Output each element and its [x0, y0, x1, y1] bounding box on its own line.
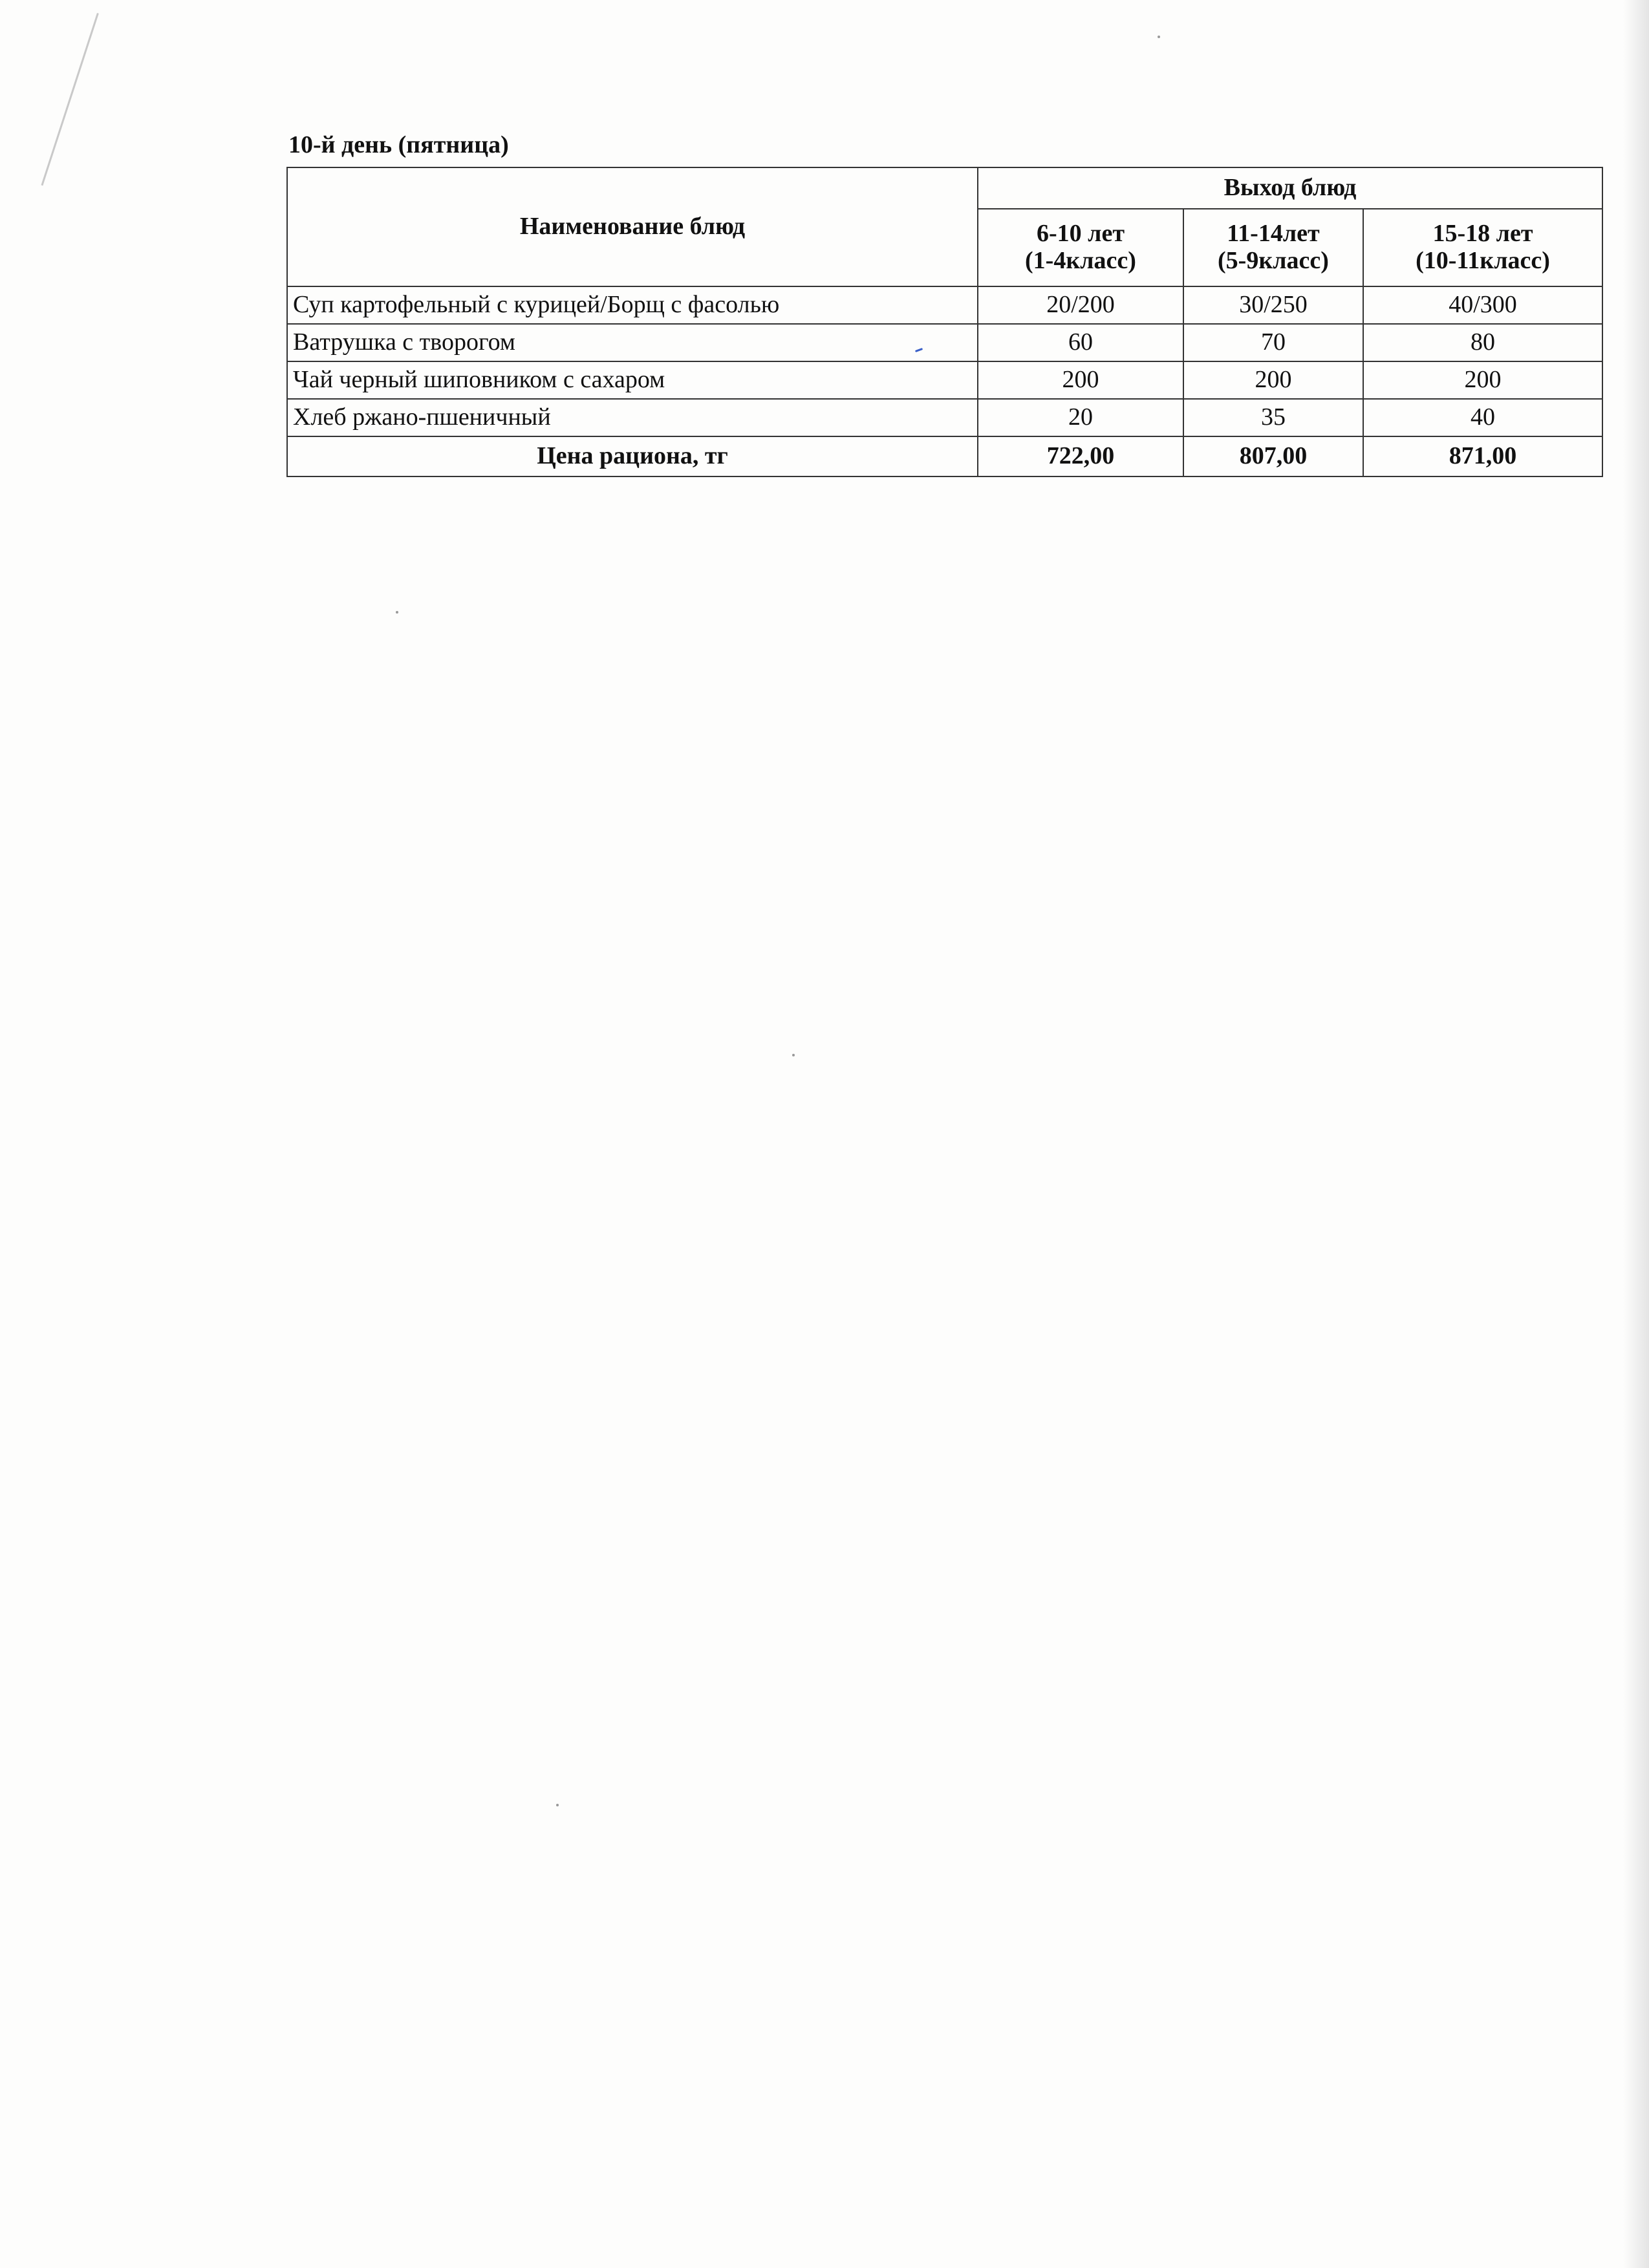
scan-speck: [556, 1804, 559, 1806]
portion-value: 40: [1363, 399, 1602, 436]
grade-range: (5-9класс): [1218, 247, 1329, 274]
portion-value: 40/300: [1363, 286, 1602, 324]
dish-name: Ватрушка с творогом: [287, 324, 978, 361]
scan-speck: [396, 611, 398, 614]
age-range: 6-10 лет: [1036, 220, 1125, 248]
portion-value: 35: [1183, 399, 1363, 436]
portion-value: 200: [1363, 361, 1602, 399]
portion-value: 20: [978, 399, 1183, 436]
grade-range: (1-4класс): [1025, 247, 1136, 274]
total-label: Цена рациона, тг: [287, 436, 978, 476]
total-row: [287, 436, 1602, 476]
dish-name: Хлеб ржано-пшеничный: [287, 399, 978, 436]
age-group-header: [1183, 209, 1363, 286]
menu-table: [286, 167, 1603, 477]
scan-speck: [1158, 36, 1160, 38]
scan-artifact-line: [41, 13, 98, 186]
age-group-header: [978, 209, 1183, 286]
age-group-header: [1363, 209, 1602, 286]
age-range: 11-14лет: [1227, 220, 1320, 248]
portion-value: 70: [1183, 324, 1363, 361]
day-title: 10-й день (пятница): [288, 131, 509, 158]
age-range: 15-18 лет: [1432, 220, 1533, 248]
output-header: Выход блюд: [978, 167, 1602, 209]
portion-value: 30/250: [1183, 286, 1363, 324]
dish-name-header: Наименование блюд: [287, 167, 978, 286]
total-price: 807,00: [1183, 436, 1363, 476]
table-row: [287, 286, 1602, 324]
grade-range: (10-11класс): [1416, 247, 1550, 274]
scan-speck: [792, 1054, 795, 1056]
scan-edge-shadow: [1623, 0, 1649, 2268]
portion-value: 60: [978, 324, 1183, 361]
dish-name: Чай черный шиповником с сахаром: [287, 361, 978, 399]
dish-name: Суп картофельный с курицей/Борщ с фасолью: [287, 286, 978, 324]
total-price: 871,00: [1363, 436, 1602, 476]
table-row: [287, 361, 1602, 399]
table-row: [287, 324, 1602, 361]
portion-value: 200: [978, 361, 1183, 399]
portion-value: 20/200: [978, 286, 1183, 324]
portion-value: 200: [1183, 361, 1363, 399]
header-row: [287, 167, 1602, 209]
total-price: 722,00: [978, 436, 1183, 476]
portion-value: 80: [1363, 324, 1602, 361]
table-row: [287, 399, 1602, 436]
